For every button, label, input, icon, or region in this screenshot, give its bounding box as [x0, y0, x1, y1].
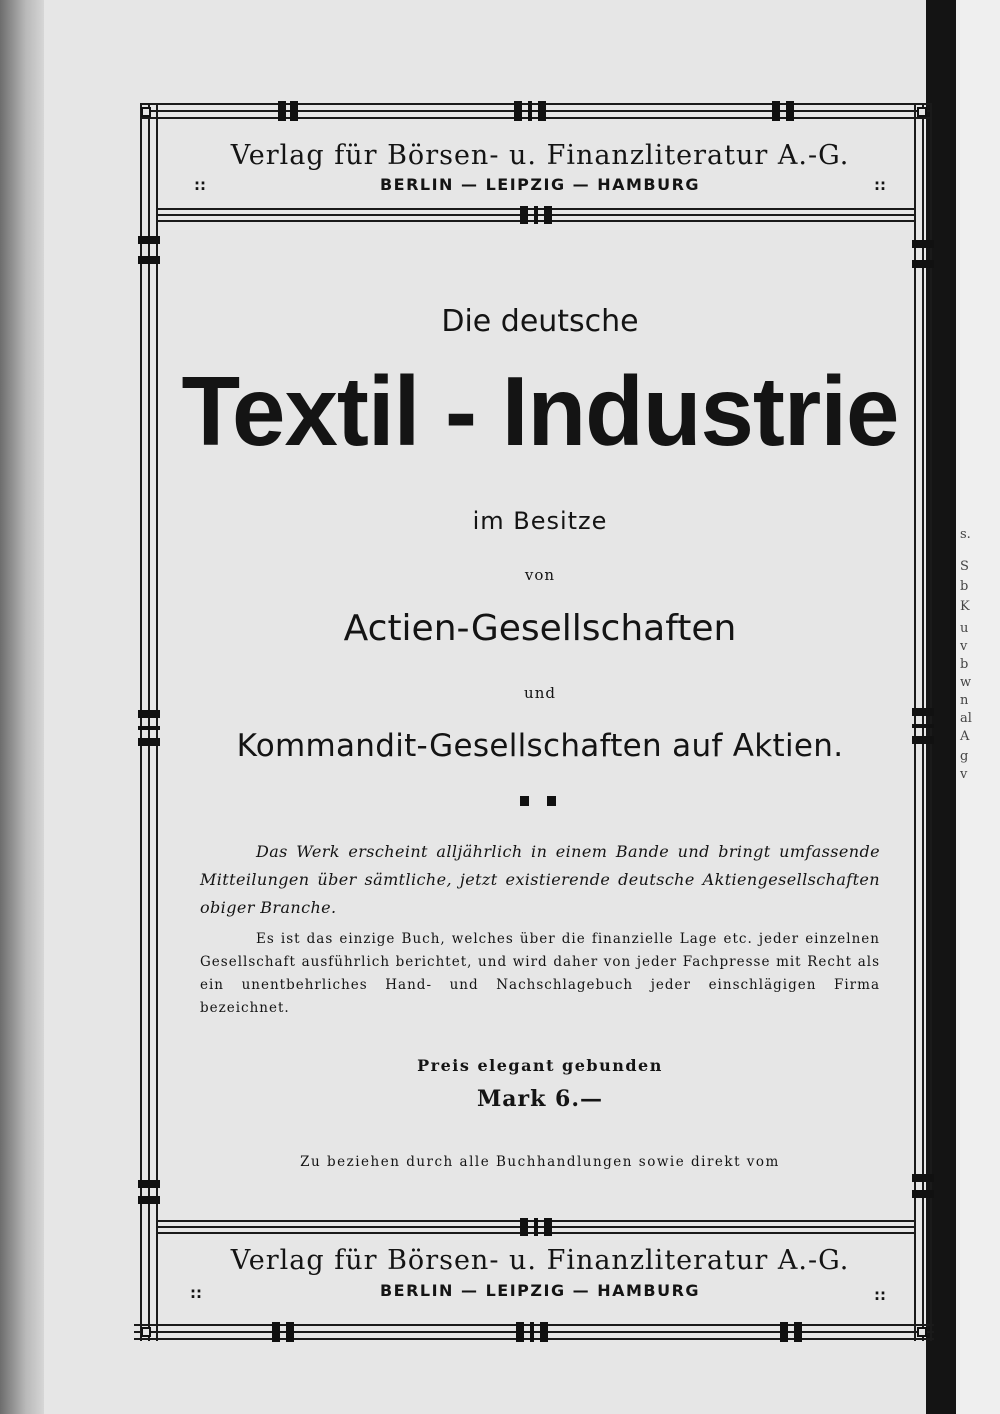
description-paragraph: Es ist das einzige Buch, welches über die finanzielle Lage etc. jeder einzelnen Gesellschaft ausführlich berichtet, und wird daher von jeder Fachpresse mit Recht als ein unentbehrliches Hand- und Nachschlagebuch jeder einschlägigen Firma bezeichnet. [200, 931, 880, 1016]
margin-fragment: S [960, 559, 969, 574]
margin-fragment: al [960, 711, 972, 726]
header-cities: BERLIN — LEIPZIG — HAMBURG [379, 175, 701, 194]
footer-cities: BERLIN — LEIPZIG — HAMBURG [379, 1281, 701, 1300]
footer-ornament-right: :: [874, 1286, 886, 1304]
price-label: Preis elegant gebunden [417, 1056, 663, 1075]
main-title: Textil - Industrie [181, 356, 899, 466]
margin-fragment: b [960, 657, 969, 672]
italic-description: Das Werk erscheint alljährlich in einem Bande und bringt umfassende Mitteilungen über sämtliche, jetzt existierende deutsche Aktiengesellschaften obiger Branche. [200, 842, 880, 917]
title-line-4: von [524, 566, 556, 584]
margin-fragment: n [960, 693, 969, 708]
margin-fragment: v [960, 767, 968, 782]
header-ornament-right: :: [874, 176, 886, 194]
margin-fragment: K [960, 599, 970, 614]
margin-fragment: b [960, 579, 969, 594]
page-binding-edge [0, 0, 44, 1414]
margin-fragment: w [960, 675, 972, 690]
margin-fragment: g [960, 749, 969, 764]
title-line-7: Kommandit-Gesellschaften auf Aktien. [236, 728, 844, 764]
title-line-5: Actien-Gesellschaften [343, 608, 737, 649]
header-publisher: Verlag für Börsen- u. Finanzliteratur A.-G. [230, 140, 850, 171]
title-line-1: Die deutsche [441, 304, 639, 339]
title-line-3: im Besitze [472, 507, 608, 535]
title-line-6: und [524, 684, 556, 702]
margin-fragment: A [960, 729, 970, 744]
header-ornament-left: :: [194, 176, 206, 194]
price-value: Mark 6.— [476, 1086, 604, 1112]
margin-fragment: u [960, 621, 969, 636]
footer-publisher: Verlag für Börsen- u. Finanzliteratur A.-G. [230, 1245, 850, 1276]
margin-fragment: s. [960, 527, 971, 542]
footer-ornament-left: :: [190, 1284, 202, 1302]
margin-fragment: v [960, 639, 968, 654]
availability-note: Zu beziehen durch alle Buchhandlungen sowie direkt vom [300, 1154, 780, 1170]
